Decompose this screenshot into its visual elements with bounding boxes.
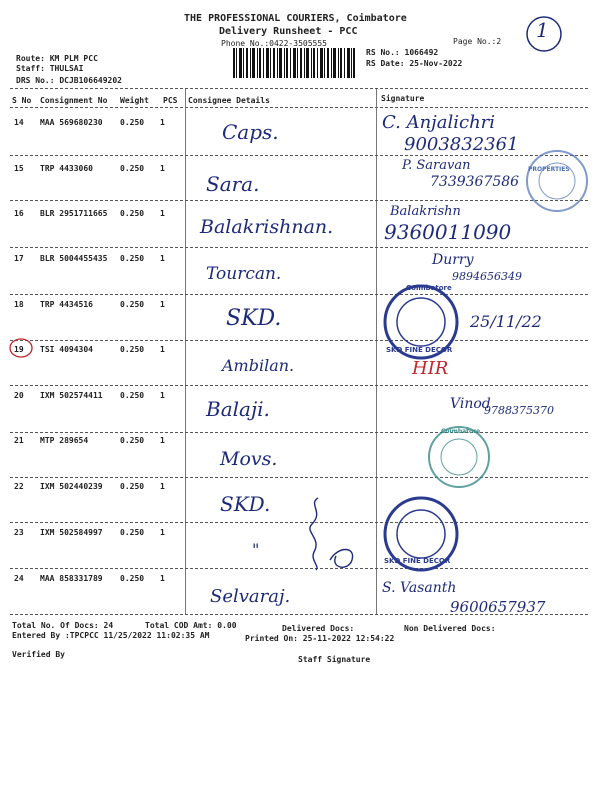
col-header-weight: Weight — [120, 96, 149, 105]
row-weight: 0.250 — [120, 164, 145, 173]
row-weight: 0.250 — [120, 209, 145, 218]
row-signature: HIR — [412, 358, 449, 379]
column-line — [376, 89, 377, 615]
row-consignee: SKD. — [226, 306, 282, 331]
col-header-pcs: PCS — [163, 96, 178, 105]
row-consignee: " — [252, 540, 260, 559]
row-consignment-no: IXM 502440239 — [40, 482, 103, 491]
row-consignment-no: MAA 569680230 — [40, 118, 103, 127]
row-pcs: 1 — [160, 345, 165, 354]
row-signature: C. Anjalichri — [382, 112, 496, 133]
row-consignment-no: IXM 502584997 — [40, 528, 103, 537]
phone-number: Phone No.:0422-3505555 — [221, 39, 327, 48]
row-consignment-no: MAA 858331789 — [40, 574, 103, 583]
row-phone: 9003832361 — [404, 134, 519, 155]
row-consignment-no: IXM 502574411 — [40, 391, 103, 400]
page-mark-number: 1 — [536, 18, 549, 42]
row-weight: 0.250 — [120, 482, 145, 491]
divider — [10, 294, 588, 295]
row-pcs: 1 — [160, 528, 165, 537]
divider — [10, 155, 588, 156]
delivered-docs: Delivered Docs: — [282, 624, 355, 633]
bracket-scribble — [300, 494, 370, 574]
row-signature: Vinod — [450, 396, 491, 412]
divider — [10, 107, 588, 108]
row-sno: 19 — [14, 345, 24, 354]
row-signature: 25/11/22 — [470, 312, 542, 331]
staff: Staff: THULSAI — [16, 64, 84, 73]
row-weight: 0.250 — [120, 391, 145, 400]
col-header-consignment: Consignment No — [40, 96, 108, 105]
row-consignment-no: TSI 4094304 — [40, 345, 93, 354]
row-weight: 0.250 — [120, 528, 145, 537]
row-consignment-no: TRP 4433060 — [40, 164, 93, 173]
row-weight: 0.250 — [120, 300, 145, 309]
row-pcs: 1 — [160, 436, 165, 445]
divider — [10, 522, 588, 523]
row-sno: 22 — [14, 482, 24, 491]
row-weight: 0.250 — [120, 574, 145, 583]
drs-number: DRS No.: DCJB106649202 — [16, 76, 122, 85]
decor-stamp-top-text: Coimbatore — [406, 284, 452, 292]
row-sno: 17 — [14, 254, 24, 263]
printed-on: Printed On: 25-11-2022 12:54:22 — [245, 634, 395, 643]
row-signature: P. Saravan — [402, 158, 471, 173]
decor-stamp-bottom-text: SKD FINE DECOR — [386, 346, 453, 354]
entered-by: Entered By :TPCPCC 11/25/2022 11:02:35 AM — [12, 631, 210, 640]
row-pcs: 1 — [160, 482, 165, 491]
col-header-signature: Signature — [381, 94, 425, 103]
page-number: Page No.:2 — [453, 37, 502, 46]
row-sno: 23 — [14, 528, 24, 537]
row-sno: 16 — [14, 209, 24, 218]
row-pcs: 1 — [160, 118, 165, 127]
row-consignee: Balakrishnan. — [200, 216, 334, 238]
divider — [10, 477, 588, 478]
row-pcs: 1 — [160, 574, 165, 583]
total-cod: Total COD Amt: 0.00 — [145, 621, 237, 630]
row-phone: 7339367586 — [430, 174, 520, 190]
row-sno: 14 — [14, 118, 24, 127]
row-phone: 9600657937 — [450, 598, 546, 616]
row-weight: 0.250 — [120, 436, 145, 445]
properties-stamp-text: PROPERTIES — [528, 166, 570, 173]
row-weight: 0.250 — [120, 345, 145, 354]
row-sno: 18 — [14, 300, 24, 309]
non-delivered-docs: Non Delivered Docs: — [404, 624, 496, 633]
rs-date: RS Date: 25-Nov-2022 — [366, 59, 463, 68]
row-consignment-no: TRP 4434516 — [40, 300, 93, 309]
row-weight: 0.250 — [120, 118, 145, 127]
row-consignee: Caps. — [222, 120, 279, 144]
decor-stamp-bottom-text: SKD FINE DECOR — [384, 557, 451, 565]
company-name: THE PROFESSIONAL COURIERS, Coimbatore — [184, 13, 407, 24]
divider — [10, 340, 588, 341]
row-sno: 15 — [14, 164, 24, 173]
row-sno: 24 — [14, 574, 24, 583]
verified-by: Verified By — [12, 650, 65, 659]
row-consignee: Sara. — [206, 172, 260, 196]
row-signature: Balakrishn — [390, 204, 461, 219]
divider — [10, 432, 588, 433]
row-consignment-no: BLR 2951711665 — [40, 209, 108, 218]
row-consignee: Ambilan. — [222, 356, 295, 375]
column-line — [185, 89, 186, 615]
row-consignment-no: BLR 5004455435 — [40, 254, 108, 263]
properties-stamp-icon — [524, 148, 590, 214]
row-pcs: 1 — [160, 209, 165, 218]
divider — [10, 200, 588, 201]
rs-number: RS No.: 1066492 — [366, 48, 439, 57]
row-consignee: Selvaraj. — [210, 586, 291, 607]
divider — [10, 247, 588, 248]
row-consignment-no: MTP 289654 — [40, 436, 89, 445]
row-pcs: 1 — [160, 164, 165, 173]
route: Route: KM PLM PCC — [16, 54, 98, 63]
round-stamp-text: Coimbatore — [441, 428, 481, 435]
sheet-title: Delivery Runsheet - PCC — [219, 26, 358, 37]
row-phone: 9788375370 — [484, 404, 554, 417]
row-consignee: Balaji. — [206, 397, 270, 421]
row-signature: S. Vasanth — [382, 580, 457, 596]
row-pcs: 1 — [160, 300, 165, 309]
col-header-sno: S No — [12, 96, 32, 105]
row-phone: 9894656349 — [452, 270, 522, 283]
barcode — [233, 48, 355, 78]
col-header-consignee: Consignee Details — [188, 96, 270, 105]
row-phone: 9360011090 — [384, 220, 512, 244]
divider — [10, 385, 588, 386]
row-sno: 21 — [14, 436, 24, 445]
total-docs: Total No. Of Docs: 24 — [12, 621, 114, 630]
divider — [10, 88, 588, 89]
divider — [10, 568, 588, 569]
row-consignee: SKD. — [220, 492, 271, 516]
divider — [10, 614, 588, 615]
row-sno: 20 — [14, 391, 24, 400]
staff-signature: Staff Signature — [298, 655, 371, 664]
row-signature: Durry — [432, 252, 474, 268]
row-weight: 0.250 — [120, 254, 145, 263]
row-consignee: Movs. — [220, 448, 278, 470]
row-consignee: Tourcan. — [206, 264, 282, 284]
row-pcs: 1 — [160, 391, 165, 400]
row-pcs: 1 — [160, 254, 165, 263]
